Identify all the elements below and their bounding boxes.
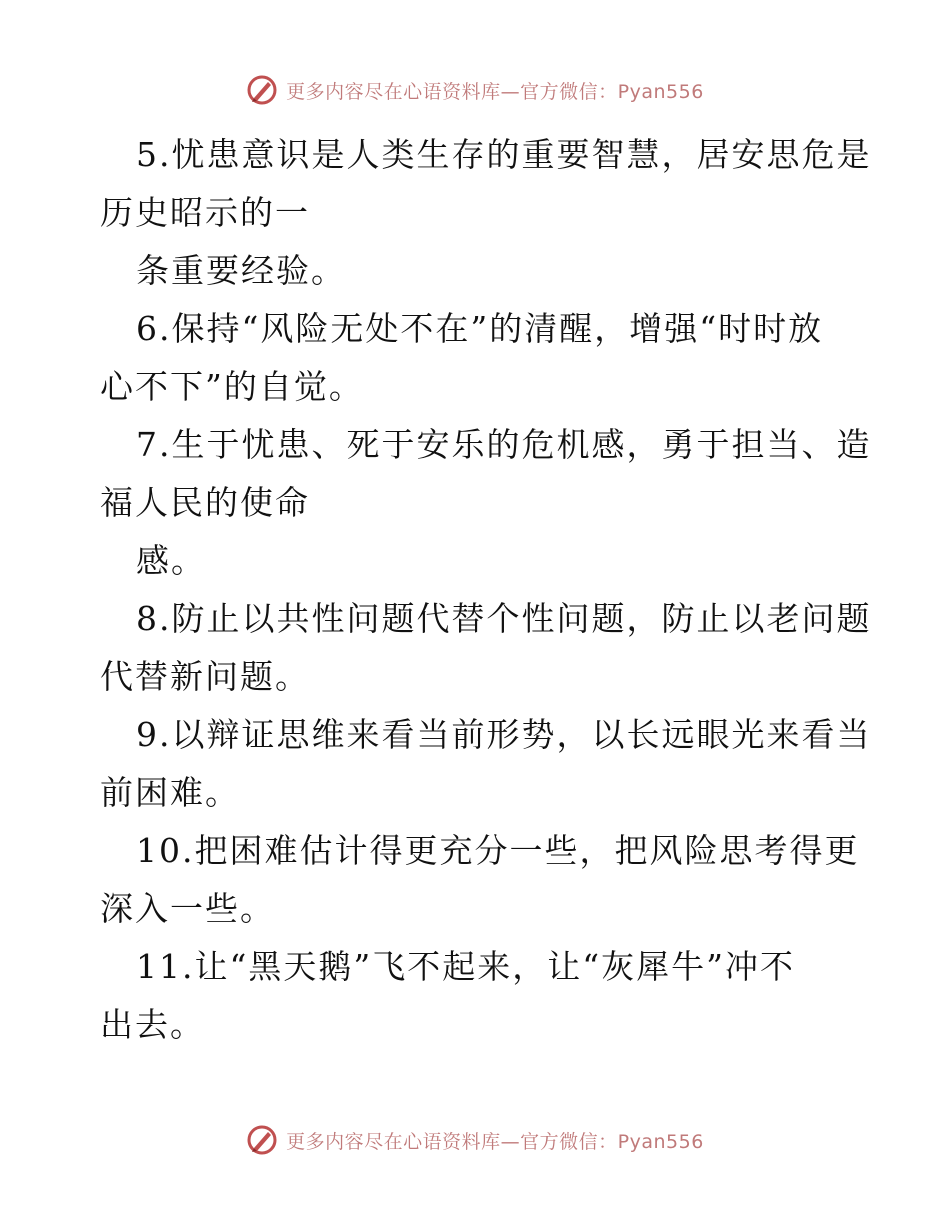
header-watermark bbox=[0, 70, 950, 110]
text-line: 条重要经验。 bbox=[136, 251, 346, 290]
text-line: 7.生于忧患、死于安乐的危机感，勇于担当、造 bbox=[136, 425, 872, 464]
text-line: 福人民的使命 bbox=[100, 483, 310, 522]
watermark-text: 更多内容尽在心语资料库—官方微信：Pyan556 bbox=[286, 80, 704, 103]
text-line: 前困难。 bbox=[100, 773, 240, 812]
text-line: 心不下”的自觉。 bbox=[100, 367, 364, 406]
text-line: 感。 bbox=[136, 541, 206, 580]
text-line: 6.保持“风险无处不在”的清醒，增强“时时放 bbox=[136, 309, 824, 348]
text-line: 深入一些。 bbox=[100, 889, 275, 928]
text-line: 8.防止以共性问题代替个性问题，防止以老问题 bbox=[136, 599, 872, 638]
footer-watermark bbox=[0, 1120, 950, 1160]
watermark-text: 更多内容尽在心语资料库—官方微信：Pyan556 bbox=[286, 1130, 704, 1153]
document-body bbox=[100, 126, 872, 1054]
text-line: 出去。 bbox=[100, 1005, 205, 1044]
text-line: 11.让“黑天鹅”飞不起来，让“灰犀牛”冲不 bbox=[136, 947, 795, 986]
pen-logo-icon bbox=[246, 74, 278, 106]
text-line: 9.以辩证思维来看当前形势，以长远眼光来看当 bbox=[136, 715, 872, 754]
pen-logo-icon bbox=[246, 1124, 278, 1156]
text-line: 10.把困难估计得更充分一些，把风险思考得更 bbox=[136, 831, 860, 870]
text-line: 历史昭示的一 bbox=[100, 193, 310, 232]
text-line: 5.忧患意识是人类生存的重要智慧，居安思危是 bbox=[136, 135, 872, 174]
text-line: 代替新问题。 bbox=[100, 657, 310, 696]
